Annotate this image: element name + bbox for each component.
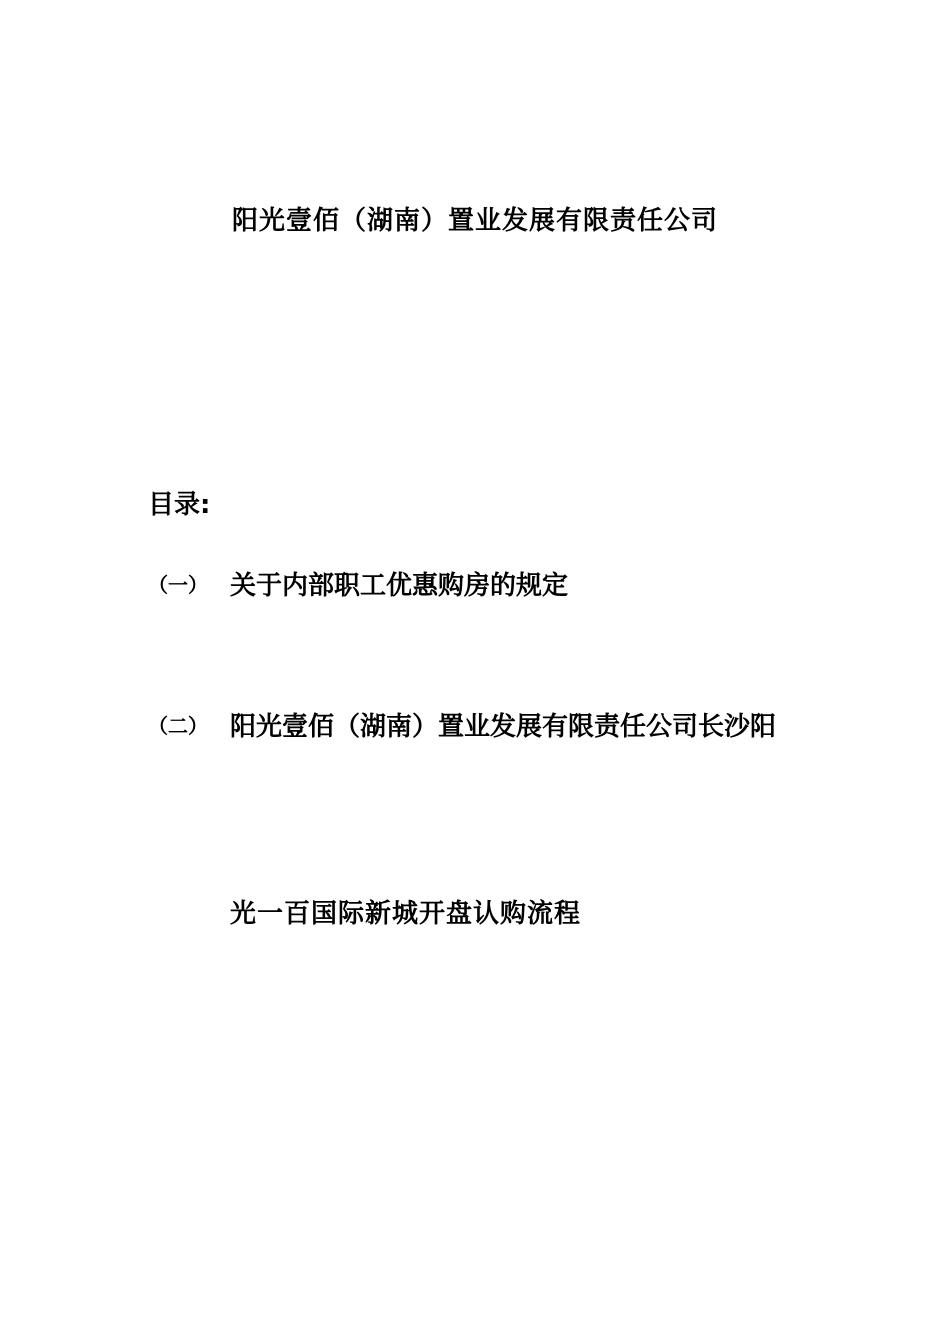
company-title: 阳光壹佰（湖南）置业发展有限责任公司 xyxy=(232,206,719,236)
toc-entry-2-continuation: 光一百国际新城开盘认购流程 xyxy=(230,899,582,929)
toc-entry-number: （一） xyxy=(148,573,208,597)
toc-entry-number: （二） xyxy=(148,714,208,738)
toc-entry-2 xyxy=(148,706,776,743)
toc-entry-1 xyxy=(148,565,568,602)
toc-entry-text: 关于内部职工优惠购房的规定 xyxy=(230,571,569,601)
toc-heading: 目录: xyxy=(148,490,211,520)
toc-entry-text: 阳光壹佰（湖南）置业发展有限责任公司长沙阳 xyxy=(230,712,777,742)
